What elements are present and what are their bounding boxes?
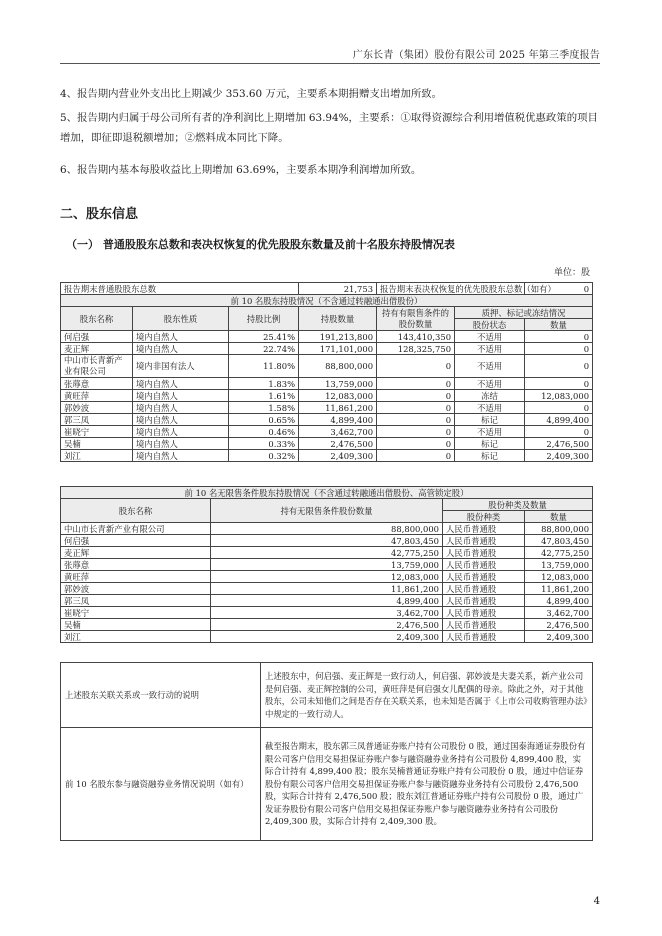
holder-ratio: 1.83% xyxy=(229,378,299,390)
holder-restricted: 143,410,350 xyxy=(377,331,455,343)
paragraph-4: 4、报告期内营业外支出比上期减少 353.60 万元，主要系本期捐赠支出增加所致。 xyxy=(60,88,443,100)
unres-kind: 人民币普通股 xyxy=(443,559,525,571)
pref-holders-value: 0 xyxy=(525,283,593,295)
unres-qty: 2,476,500 xyxy=(211,619,443,631)
explanations-table xyxy=(60,662,593,841)
relations-text: 上述股东中，何启强、麦正辉是一致行动人，何启强、郭妙波是夫妻关系，新产业公司是何启强、麦正辉控制的公司，黄旺萍是何启强女儿配偶的母亲。除此之外，对于其他股东，公司未知他们之间是否存在关联关系，也未知是否属于《上市公司收购管理办法》中规定的一致行动人。 xyxy=(261,663,593,728)
holder-qty: 13,759,000 xyxy=(299,378,377,390)
unres-count: 2,409,300 xyxy=(525,631,593,643)
report-header: 广东长青（集团）股份有限公司 2025 年第三季度报告 xyxy=(352,50,600,61)
unres-qty: 47,803,450 xyxy=(211,535,443,547)
holder-qty: 2,409,300 xyxy=(299,450,377,462)
holder-count: 0 xyxy=(525,343,593,355)
holder-ratio: 1.61% xyxy=(229,390,299,402)
unres-count: 3,462,700 xyxy=(525,607,593,619)
table-row xyxy=(61,595,593,607)
holder-status: 不适用 xyxy=(455,343,525,355)
table-row xyxy=(61,438,593,450)
holder-qty: 2,476,500 xyxy=(299,438,377,450)
holder-status: 不适用 xyxy=(455,331,525,343)
holder-nature: 境内自然人 xyxy=(133,378,229,390)
ucol-name: 股东名称 xyxy=(61,499,211,523)
unres-kind: 人民币普通股 xyxy=(443,583,525,595)
holder-restricted: 0 xyxy=(377,378,455,390)
unres-count: 4,899,400 xyxy=(525,595,593,607)
holder-restricted: 0 xyxy=(377,438,455,450)
unres-name: 麦正辉 xyxy=(61,547,211,559)
holder-name: 郭妙波 xyxy=(61,402,133,414)
table-row xyxy=(61,523,593,535)
holder-nature: 境内自然人 xyxy=(133,343,229,355)
holder-count: 0 xyxy=(525,331,593,343)
table-row xyxy=(61,414,593,426)
holder-restricted: 0 xyxy=(377,390,455,402)
unres-kind: 人民币普通股 xyxy=(443,631,525,643)
unrestricted-shareholders-table xyxy=(60,486,593,643)
holder-name: 黄旺萍 xyxy=(61,390,133,402)
common-holders-label: 报告期末普通股股东总数 xyxy=(61,283,299,295)
holder-status: 标记 xyxy=(455,414,525,426)
top10-shareholders-table xyxy=(60,282,593,462)
holder-status: 不适用 xyxy=(455,355,525,378)
header-divider xyxy=(60,63,600,64)
table-row xyxy=(61,535,593,547)
unres-name: 何启强 xyxy=(61,535,211,547)
section-title: 二、股东信息 xyxy=(60,207,139,222)
unres-name: 吴楠 xyxy=(61,619,211,631)
summary-row xyxy=(61,283,593,295)
table-row xyxy=(61,378,593,390)
table-row xyxy=(61,547,593,559)
holder-status: 不适用 xyxy=(455,426,525,438)
holder-restricted: 0 xyxy=(377,414,455,426)
unrestricted-title: 前 10 名无限售条件股东持股情况（不含通过转融通出借股份、高管锁定股） xyxy=(61,487,593,499)
margin-row xyxy=(61,728,593,841)
holder-count: 2,476,500 xyxy=(525,438,593,450)
holder-status: 冻结 xyxy=(455,390,525,402)
col-ratio: 持股比例 xyxy=(229,307,299,331)
ucol-kind-group: 股份种类及数量 xyxy=(443,499,593,511)
table-row xyxy=(61,390,593,402)
holder-nature: 境内自然人 xyxy=(133,450,229,462)
unit-label: 单位：股 xyxy=(553,268,590,278)
col-pledge: 质押、标记或冻结情况 xyxy=(455,307,593,319)
holder-name: 中山市长青新产业有限公司 xyxy=(61,355,133,378)
unres-count: 12,083,000 xyxy=(525,571,593,583)
holder-ratio: 0.32% xyxy=(229,450,299,462)
margin-text: 截至报告期末，股东郭三凤普通证券账户持有公司股份 0 股，通过国泰海通证券股份有限公司客户信用交易担保证券账户参与融资融券业务持有公司股份 4,899,400 股，实际合计持有 4,899,400 股；股东吴楠普通证券账户持有公司股份 0 股，通过中信证券股份有限公司客户信用交易担保证券账户参与融资融券业务持有公司股份 2,476,500 股，实际合计持有 2,476,500 股；股东刘江普通证券账户持有公司股份 0 股，通过广发证券股份有限公司客户信用交易担保证券账户参与融资融券业务持有公司股份 2,409,300 股，实际合计持有 2,409,300 股。 xyxy=(261,728,593,841)
relations-label: 上述股东关联关系或一致行动的说明 xyxy=(61,663,261,728)
paragraph-5: 5、报告期内归属于母公司所有者的净利润比上期增加 63.94%，主要系：①取得资源综合利用增值税优惠政策的项目增加，即征即退税额增加；②燃料成本同比下降。 xyxy=(60,112,598,144)
subsection-title: （一） 普通股股东总数和表决权恢复的优先股股东数量及前十名股东持股情况表 xyxy=(66,238,455,251)
unres-name: 黄旺萍 xyxy=(61,571,211,583)
table-row xyxy=(61,355,593,378)
unres-name: 崔晓宁 xyxy=(61,607,211,619)
table-row xyxy=(61,559,593,571)
holder-nature: 境内自然人 xyxy=(133,402,229,414)
col-count: 数量 xyxy=(525,319,593,331)
holder-status: 不适用 xyxy=(455,378,525,390)
unres-qty: 13,759,000 xyxy=(211,559,443,571)
table-row xyxy=(61,631,593,643)
holder-count: 0 xyxy=(525,355,593,378)
holder-restricted: 128,325,750 xyxy=(377,343,455,355)
unres-qty: 88,800,000 xyxy=(211,523,443,535)
pref-holders-label: 报告期末表决权恢复的优先股股东总数（如有） xyxy=(377,283,525,295)
holder-name: 吴楠 xyxy=(61,438,133,450)
unres-name: 郭三凤 xyxy=(61,595,211,607)
table-row xyxy=(61,571,593,583)
table-row xyxy=(61,607,593,619)
unres-kind: 人民币普通股 xyxy=(443,535,525,547)
col-restricted: 持有有限售条件的股份数量 xyxy=(377,307,455,331)
unres-kind: 人民币普通股 xyxy=(443,571,525,583)
table-row xyxy=(61,583,593,595)
page-number: 4 xyxy=(593,896,600,907)
holder-status: 标记 xyxy=(455,438,525,450)
holder-name: 崔晓宁 xyxy=(61,426,133,438)
unres-count: 2,476,500 xyxy=(525,619,593,631)
unres-count: 13,759,000 xyxy=(525,559,593,571)
unres-count: 88,800,000 xyxy=(525,523,593,535)
col-nature: 股东性质 xyxy=(133,307,229,331)
unres-count: 42,775,250 xyxy=(525,547,593,559)
unres-name: 刘江 xyxy=(61,631,211,643)
holder-name: 郭三凤 xyxy=(61,414,133,426)
holder-ratio: 22.74% xyxy=(229,343,299,355)
holder-qty: 12,083,000 xyxy=(299,390,377,402)
unres-kind: 人民币普通股 xyxy=(443,547,525,559)
unres-name: 郭妙波 xyxy=(61,583,211,595)
holder-name: 麦正辉 xyxy=(61,343,133,355)
holder-ratio: 11.80% xyxy=(229,355,299,378)
unres-kind: 人民币普通股 xyxy=(443,523,525,535)
unres-kind: 人民币普通股 xyxy=(443,607,525,619)
holder-qty: 11,861,200 xyxy=(299,402,377,414)
holder-ratio: 0.65% xyxy=(229,414,299,426)
margin-label: 前 10 名股东参与融资融券业务情况说明（如有） xyxy=(61,728,261,841)
col-qty: 持股数量 xyxy=(299,307,377,331)
holder-count: 0 xyxy=(525,402,593,414)
holder-restricted: 0 xyxy=(377,450,455,462)
top10-title: 前 10 名股东持股情况（不含通过转融通出借股份） xyxy=(61,295,593,307)
holder-restricted: 0 xyxy=(377,355,455,378)
holder-nature: 境内自然人 xyxy=(133,414,229,426)
unres-name: 张蓐意 xyxy=(61,559,211,571)
holder-nature: 境内自然人 xyxy=(133,438,229,450)
paragraph-6: 6、报告期内基本每股收益比上期增加 63.69%，主要系本期净利润增加所致。 xyxy=(60,164,422,176)
unres-kind: 人民币普通股 xyxy=(443,595,525,607)
unres-kind: 人民币普通股 xyxy=(443,619,525,631)
unres-qty: 3,462,700 xyxy=(211,607,443,619)
holder-name: 刘江 xyxy=(61,450,133,462)
holder-count: 0 xyxy=(525,426,593,438)
holder-restricted: 0 xyxy=(377,426,455,438)
holder-count: 4,899,400 xyxy=(525,414,593,426)
holder-count: 12,083,000 xyxy=(525,390,593,402)
holder-nature: 境内自然人 xyxy=(133,331,229,343)
col-name: 股东名称 xyxy=(61,307,133,331)
holder-status: 标记 xyxy=(455,450,525,462)
table-row xyxy=(61,426,593,438)
common-holders-value: 21,753 xyxy=(299,283,377,295)
holder-count: 0 xyxy=(525,378,593,390)
table-row xyxy=(61,619,593,631)
holder-nature: 境内自然人 xyxy=(133,426,229,438)
holder-qty: 3,462,700 xyxy=(299,426,377,438)
holder-ratio: 0.46% xyxy=(229,426,299,438)
table-row xyxy=(61,450,593,462)
holder-name: 张蓐意 xyxy=(61,378,133,390)
unres-count: 47,803,450 xyxy=(525,535,593,547)
holder-qty: 88,800,000 xyxy=(299,355,377,378)
holder-nature: 境内自然人 xyxy=(133,390,229,402)
holder-qty: 191,213,800 xyxy=(299,331,377,343)
holder-status: 不适用 xyxy=(455,402,525,414)
relations-row xyxy=(61,663,593,728)
holder-ratio: 1.58% xyxy=(229,402,299,414)
table-row xyxy=(61,402,593,414)
table-row xyxy=(61,331,593,343)
unres-qty: 4,899,400 xyxy=(211,595,443,607)
holder-qty: 171,101,000 xyxy=(299,343,377,355)
holder-name: 何启强 xyxy=(61,331,133,343)
ucol-qty: 持有无限售条件股份数量 xyxy=(211,499,443,523)
unres-qty: 12,083,000 xyxy=(211,571,443,583)
table-row xyxy=(61,343,593,355)
holder-count: 2,409,300 xyxy=(525,450,593,462)
unres-qty: 2,409,300 xyxy=(211,631,443,643)
holder-ratio: 25.41% xyxy=(229,331,299,343)
unres-qty: 42,775,250 xyxy=(211,547,443,559)
col-status: 股份状态 xyxy=(455,319,525,331)
unres-name: 中山市长青新产业有限公司 xyxy=(61,523,211,535)
unres-qty: 11,861,200 xyxy=(211,583,443,595)
holder-ratio: 0.33% xyxy=(229,438,299,450)
holder-nature: 境内非国有法人 xyxy=(133,355,229,378)
holder-restricted: 0 xyxy=(377,402,455,414)
unres-count: 11,861,200 xyxy=(525,583,593,595)
ucol-count: 数量 xyxy=(525,511,593,523)
holder-qty: 4,899,400 xyxy=(299,414,377,426)
ucol-kind: 股份种类 xyxy=(443,511,525,523)
